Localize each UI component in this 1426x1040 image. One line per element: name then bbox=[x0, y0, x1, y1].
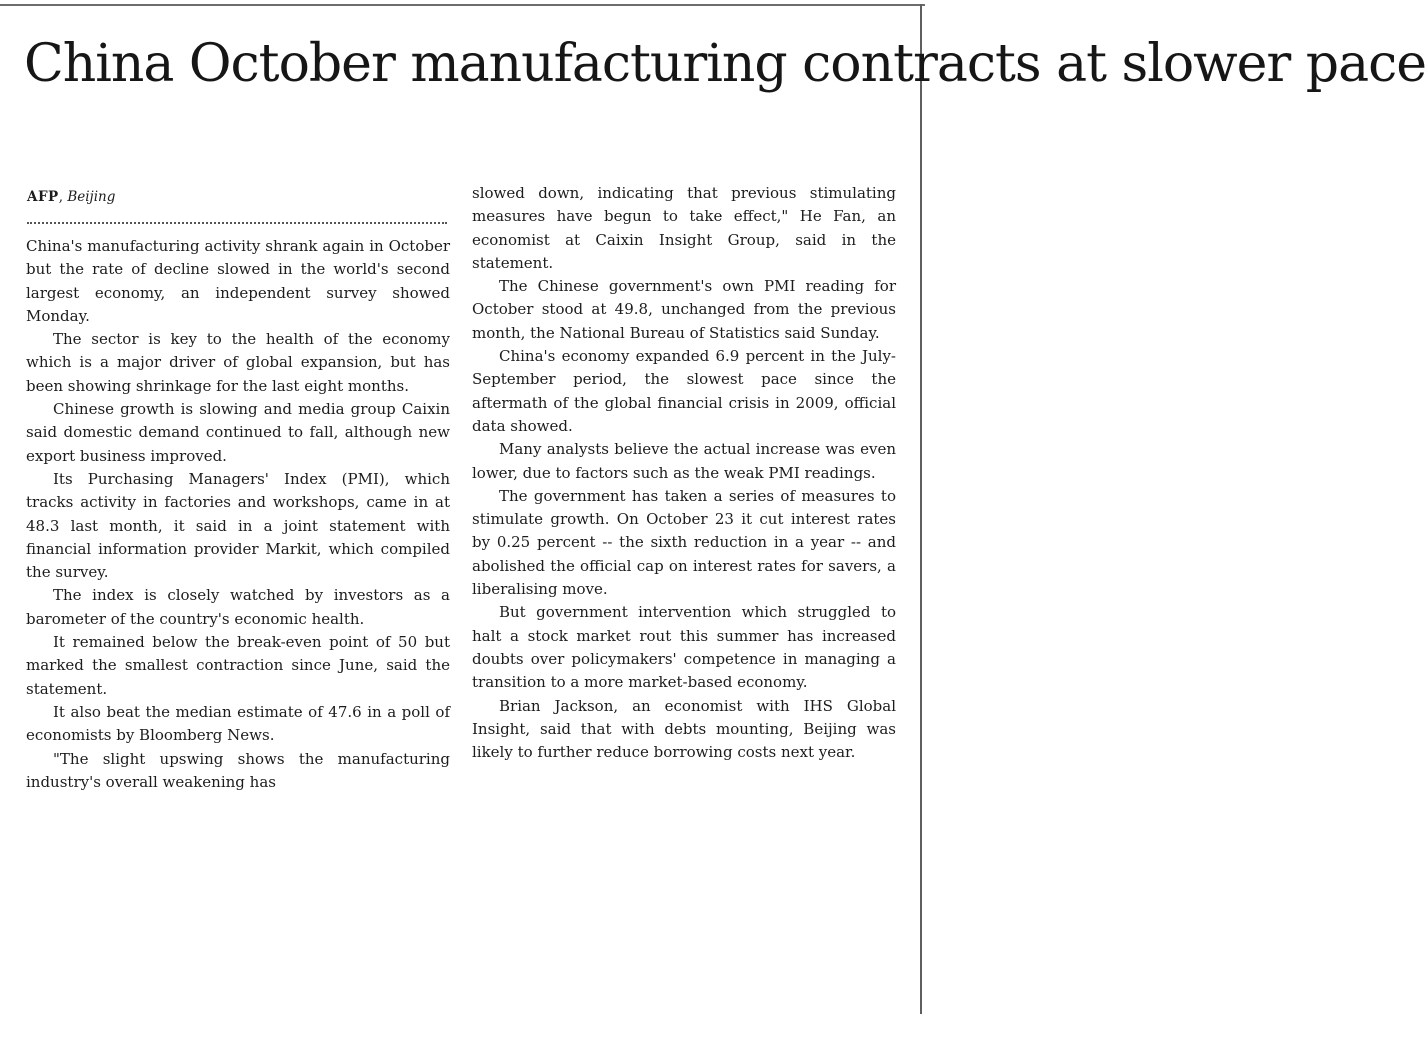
paragraph: The Chinese government's own PMI reading for October stood at 49.8, unchanged from the previous month, the National Bureau of Statistics said Sunday. bbox=[472, 277, 896, 342]
paragraph: But government intervention which struggled to halt a stock market rout this summer has increased doubts over policymakers' competence in managing a transition to a more market-based economy. bbox=[472, 603, 896, 692]
article-column-right bbox=[472, 182, 896, 764]
byline-agency: AFP bbox=[27, 189, 59, 205]
paragraph: Many analysts believe the actual increase was even lower, due to factors such as the weak PMI readings. bbox=[472, 440, 896, 482]
article-column-left bbox=[26, 235, 450, 794]
paragraph: Its Purchasing Managers' Index (PMI), which tracks activity in factories and workshops, came in at 48.3 last month, it said in a joint statement with financial information provider Markit, which compiled the survey. bbox=[26, 469, 450, 582]
headline-text: China October manufacturing contracts at slower pace bbox=[24, 34, 1426, 94]
paragraph: China's manufacturing activity shrank again in October but the rate of decline slowed in the world's second largest economy, an independent survey showed Monday. bbox=[26, 237, 450, 325]
paragraph: The index is closely watched by investors as a barometer of the country's economic health. bbox=[26, 586, 450, 628]
page-right-border bbox=[920, 4, 922, 1014]
byline-divider bbox=[27, 222, 447, 224]
paragraph: It remained below the break-even point of 50 but marked the smallest contraction since June, said the statement. bbox=[26, 633, 450, 698]
headline bbox=[24, 32, 1426, 96]
paragraph: The government has taken a series of measures to stimulate growth. On October 23 it cut interest rates by 0.25 percent -- the sixth reduction in a year -- and abolished the official cap on interest rates for savers, a liberalising move. bbox=[472, 486, 896, 599]
byline-location: Beijing bbox=[67, 189, 116, 205]
byline bbox=[27, 188, 115, 206]
byline-separator: , bbox=[58, 189, 64, 205]
paragraph: Chinese growth is slowing and media group Caixin said domestic demand continued to fall, although new export business improved. bbox=[26, 400, 450, 465]
paragraph: Brian Jackson, an economist with IHS Global Insight, said that with debts mounting, Beijing was likely to further reduce borrowing costs next year. bbox=[472, 696, 896, 762]
paragraph: China's economy expanded 6.9 percent in the July-September period, the slowest pace since the aftermath of the global financial crisis in 2009, official data showed. bbox=[472, 347, 896, 435]
page-top-border bbox=[0, 4, 925, 6]
paragraph: The sector is key to the health of the economy which is a major driver of global expansion, but has been showing shrinkage for the last eight months. bbox=[26, 330, 450, 395]
paragraph: "The slight upswing shows the manufacturing industry's overall weakening has bbox=[26, 749, 450, 791]
paragraph-continuation: slowed down, indicating that previous stimulating measures have begun to take effect," He Fan, an economist at Caixin Insight Group, said in the statement. bbox=[472, 184, 896, 272]
paragraph: It also beat the median estimate of 47.6 in a poll of economists by Bloomberg News. bbox=[26, 702, 450, 745]
